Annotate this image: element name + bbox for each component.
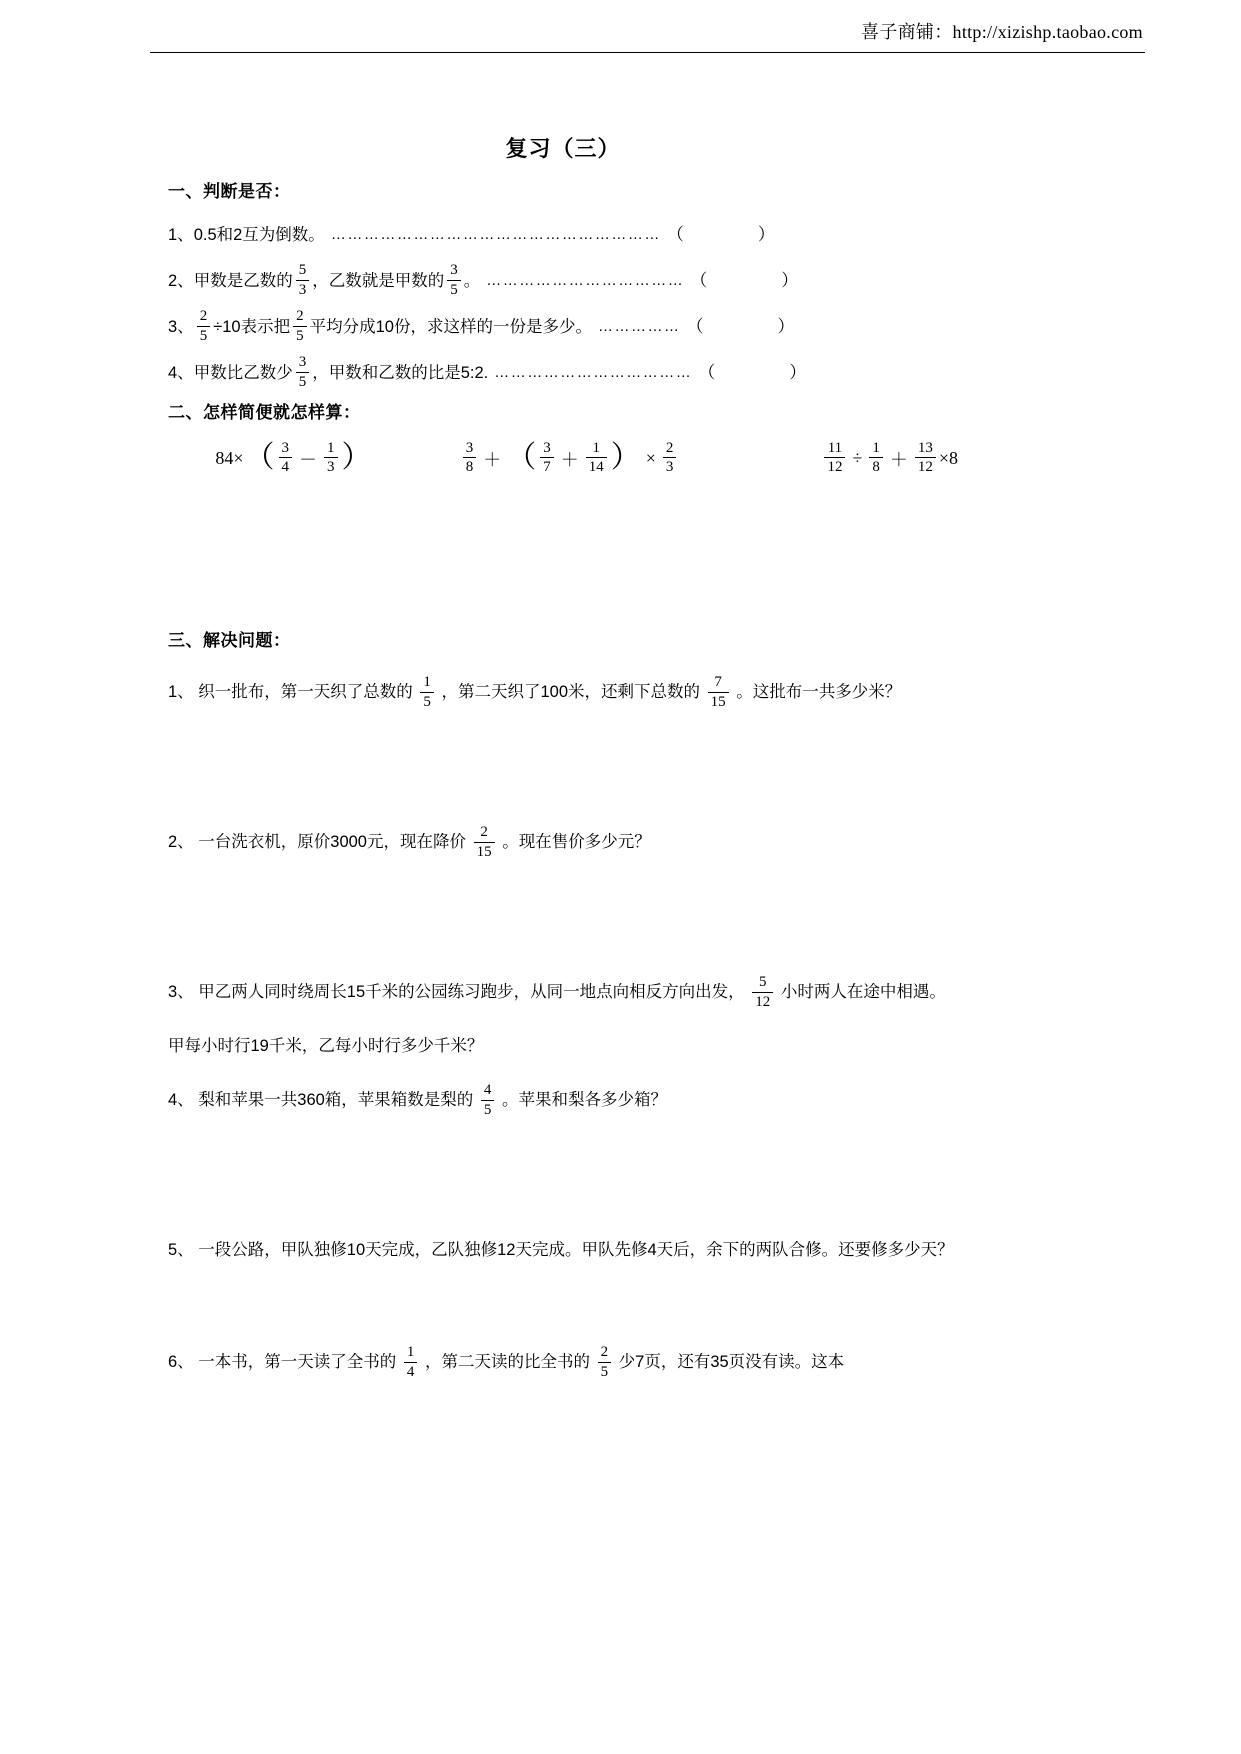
fraction-denominator: 12 [915,457,936,475]
fraction [293,308,307,343]
fraction-denominator: 15 [474,842,495,860]
problem-text: 织一批布，第一天织了总数的 [198,683,413,702]
page-title: 复习（三） [505,136,621,161]
left-paren: （ [506,440,537,474]
leader-dots: …………………………………………………… [330,226,661,243]
answer-open-paren: （ [666,225,684,244]
expression-lead: 84× [215,448,244,469]
fraction-denominator: 12 [752,992,773,1010]
word-problem-4 [168,1073,958,1127]
fraction-denominator: 4 [404,1362,418,1380]
fraction-denominator: 5 [296,372,310,390]
question-text: 甲数比乙数少 [193,364,293,382]
answer-space[interactable] [168,1127,958,1223]
problem-text: ，第二天织了100米，还剩下总数的 [441,683,700,702]
fraction-numerator: 11 [827,440,843,456]
fraction [598,1344,612,1379]
problem-text: 甲乙两人同时绕周长15千米的公园练习跑步，从同一地点向相反方向出发， [198,983,745,1002]
fraction-numerator: 1 [423,674,431,691]
fraction-numerator: 3 [450,262,458,279]
fraction-numerator: 1 [592,440,600,456]
fraction [586,440,607,475]
question-text: ÷10表示把 [213,318,291,336]
leader-dots: ……………………………… [486,272,685,289]
judgement-question-2 [168,258,958,304]
fraction [540,440,554,475]
problem-text: ，第二天读的比全书的 [424,1353,590,1372]
fraction [324,440,338,475]
problem-index: 3、 [168,983,194,1002]
fraction [663,440,677,475]
fraction [296,354,310,389]
question-index: 1、 [168,226,194,244]
fraction-numerator: 3 [281,440,290,456]
problem-text: 一段公路，甲队独修10天完成，乙队独修12天完成。甲队先修4天后，余下的两队合修。还要修多少天？ [198,1241,954,1260]
question-index: 3、 [168,318,194,336]
word-problem-5 [168,1223,958,1277]
problem-index: 4、 [168,1091,194,1110]
expression-3 [821,441,958,476]
fraction [474,824,495,859]
question-text: 甲数是乙数的 [193,272,293,290]
operator: ＋ [560,449,579,470]
header-divider [150,52,1145,53]
fraction-numerator: 7 [714,674,722,691]
fraction [915,440,936,475]
problem-text: 。这批布一共多少米？ [736,683,902,702]
fraction-denominator: 3 [296,280,310,298]
answer-close-paren: ） [757,225,775,244]
leader-dots: ……………………………… [494,364,693,381]
problem-text: 。现在售价多少元？ [502,833,651,852]
fraction-numerator: 2 [480,824,488,841]
leader-dots: …………… [597,318,681,335]
word-problem-3 [168,965,958,1073]
fraction-denominator: 12 [824,457,845,475]
fraction [708,674,729,709]
fraction-denominator: 7 [540,457,554,475]
fraction-denominator: 5 [293,326,307,344]
problem-index: 2、 [168,833,194,852]
fraction-numerator: 2 [296,308,304,325]
question-text: ，甲数和乙数的比是5:2. [312,364,489,382]
fraction-numerator: 2 [199,308,208,325]
fraction-numerator: 4 [483,1082,492,1099]
answer-open-paren: （ [686,317,704,336]
fraction [824,440,845,475]
section-3-heading: 三、解决问题： [168,631,291,651]
fraction-denominator: 8 [869,457,883,475]
fraction-numerator: 2 [600,1344,609,1361]
operator: ×8 [938,448,958,469]
shop-watermark-text: 喜子商铺：http://xizishp.taobao.com [861,22,1143,42]
question-text: 0.5和2互为倒数。 [193,226,325,244]
answer-close-paren: ） [781,271,799,290]
fraction-denominator: 5 [420,692,434,710]
right-paren: ） [341,440,372,474]
operator: × [645,448,656,469]
answer-open-paren: （ [698,363,716,382]
fraction [463,440,477,475]
fraction-denominator: 15 [708,692,729,710]
problem-text: 。苹果和梨各多少箱？ [502,1091,667,1110]
question-text: ，乙数就是甲数的 [312,272,445,290]
fraction-denominator: 3 [324,457,338,475]
problem-index: 1、 [168,683,194,702]
judgement-question-1 [168,212,958,258]
fraction [404,1344,418,1379]
fraction [197,308,211,343]
question-text: 平均分成10份，求这样的一份是多少。 [309,318,592,336]
fraction [420,674,434,709]
answer-space[interactable] [168,869,958,965]
word-problem-1 [168,665,958,719]
right-paren: ） [610,440,641,474]
question-text: 。 [463,272,481,290]
fraction-numerator: 1 [872,440,880,456]
answer-space[interactable] [168,476,958,626]
problem-text: 一台洗衣机，原价3000元，现在降价 [198,833,466,852]
fraction [869,440,883,475]
left-paren: （ [244,440,275,474]
answer-close-paren: ） [777,317,795,336]
fraction-numerator: 2 [665,440,674,456]
fraction-numerator: 1 [406,1344,415,1361]
fraction-numerator: 3 [465,440,474,456]
worksheet-content [168,132,958,1389]
fraction-denominator: 5 [598,1362,612,1380]
fraction-denominator: 4 [279,457,293,475]
fraction-denominator: 5 [447,280,461,298]
judgement-question-4 [168,350,958,396]
expression-1 [215,441,372,476]
computation-expressions-row [168,441,958,476]
fraction-denominator: 8 [463,457,477,475]
answer-open-paren: （ [690,271,708,290]
fraction [279,440,293,475]
fraction [481,1082,495,1117]
fraction-denominator: 3 [663,457,677,475]
section-1-heading: 一、判断是否： [168,182,291,201]
judgement-question-3 [168,304,958,350]
question-index: 2、 [168,272,194,290]
operator: － [299,449,318,470]
problem-text: 一本书，第一天读了全书的 [198,1353,397,1372]
problem-index: 6、 [168,1353,194,1372]
answer-close-paren: ） [789,363,807,382]
fraction-denominator: 5 [481,1100,495,1118]
question-index: 4、 [168,364,194,382]
fraction [296,262,310,297]
problem-index: 5、 [168,1241,194,1260]
operator: ＋ [889,449,908,470]
problem-text: 小时两人在途中相遇。甲每小时行19千米，乙每小时行多少千米？ [168,983,946,1056]
fraction [447,262,461,297]
fraction-numerator: 5 [298,262,307,279]
page-header [150,18,1145,58]
problem-text: 梨和苹果一共360箱，苹果箱数是梨的 [198,1091,474,1110]
fraction-numerator: 13 [917,440,933,456]
problem-text: 少7页，还有35页没有读。这本 [618,1353,845,1372]
fraction-numerator: 1 [327,440,335,456]
fraction-numerator: 3 [543,440,551,456]
operator: ÷ [852,448,863,469]
word-problem-6 [168,1335,958,1389]
fraction-numerator: 3 [298,354,307,371]
operator: ＋ [483,449,502,470]
fraction-denominator: 14 [586,457,607,475]
section-2-heading: 二、怎样简便就怎样算： [168,403,361,422]
fraction-denominator: 5 [197,326,211,344]
fraction-numerator: 5 [758,974,767,991]
answer-space[interactable] [168,719,958,815]
word-problem-2 [168,815,958,869]
fraction [752,974,773,1009]
answer-space[interactable] [168,1277,958,1335]
expression-2 [460,441,680,476]
